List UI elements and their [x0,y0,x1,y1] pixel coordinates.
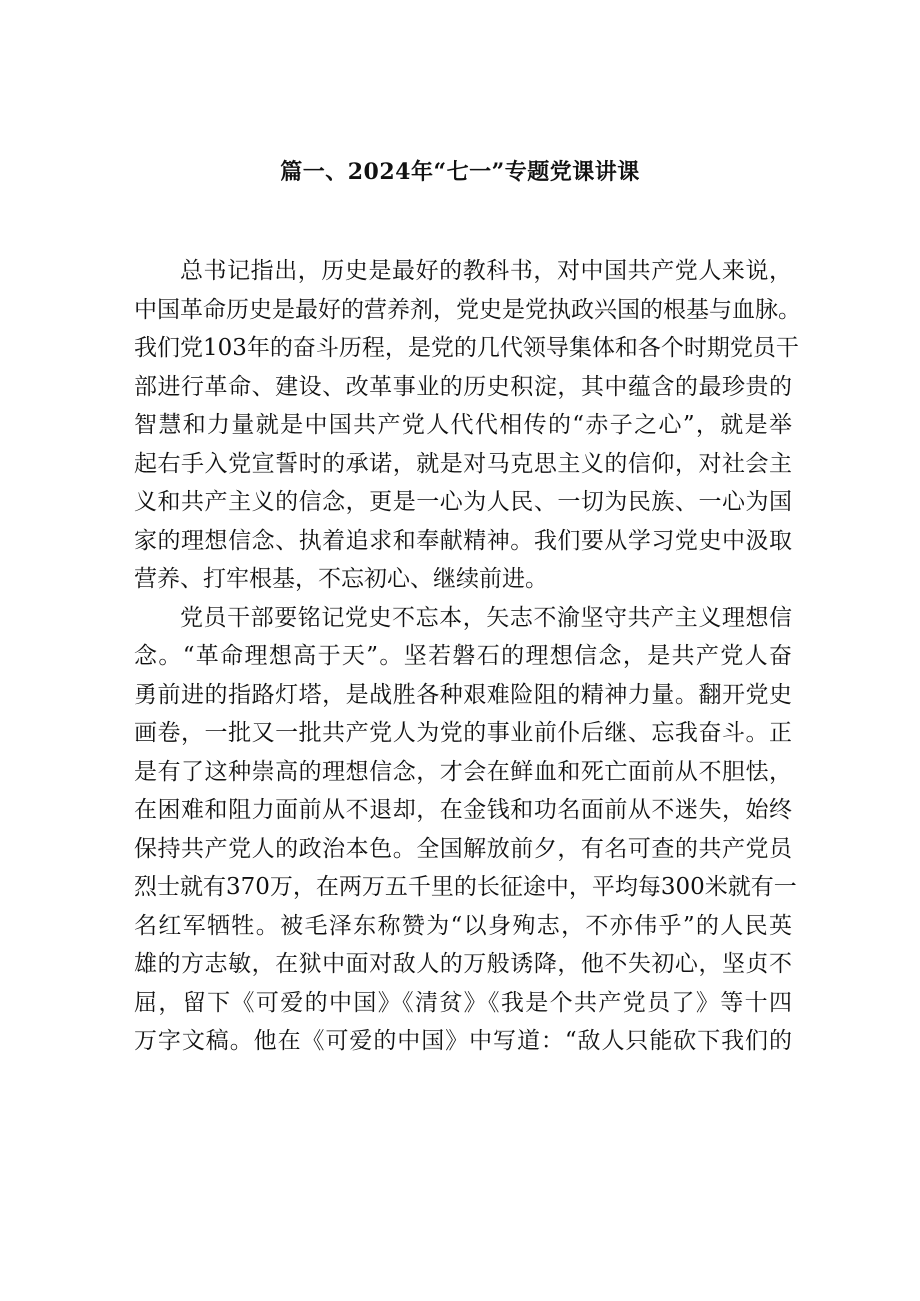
paragraph-line: 智慧和力量就是中国共产党人代代相传的“赤子之心”，就是举 [134,412,792,438]
paragraph-line: 起右手入党宣誓时的承诺，就是对马克思主义的信仰，对社会主 [134,450,792,477]
paragraph-line: 雄的方志敏，在狱中面对敌人的万般诱降，他不失初心，坚贞不 [134,951,792,977]
paragraph-line: 画卷，一批又一批共产党人为党的事业前仆后继、忘我奋斗。正 [134,720,792,746]
paragraph-line: 我们党103年的奋斗历程，是党的几代领导集体和各个时期党员干 [134,335,799,361]
paragraph-line: 屈，留下《可爱的中国》《清贫》《我是个共产党员了》等十四 [134,989,792,1016]
paragraph-line: 烈士就有370万，在两万五千里的长征途中，平均每300米就有一 [134,874,797,900]
document-title: 篇一、2024年“七一”专题党课讲课 [280,159,640,185]
paragraph-line: 营养、打牢根基，不忘初心、继续前进。 [134,566,548,592]
paragraph-line: 党员干部要铭记党史不忘本，矢志不渝坚守共产主义理想信 [180,604,792,631]
paragraph-line: 勇前进的指路灯塔，是战胜各种艰难险阻的精神力量。翻开党史 [134,681,792,708]
paragraph-line: 是有了这种崇高的理想信念，才会在鲜血和死亡面前从不胆怯， [134,758,792,785]
paragraph-line: 名红军牺牲。被毛泽东称赞为“以身殉志，不亦伟乎”的人民英 [134,912,792,939]
paragraph-line: 在困难和阻力面前从不退却，在金钱和功名面前从不迷失，始终 [134,797,792,823]
paragraph-line: 义和共产主义的信念，更是一心为人民、一切为民族、一心为国 [134,489,792,515]
paragraph-line: 总书记指出，历史是最好的教科书，对中国共产党人来说， [180,258,792,284]
paragraph-line: 万字文稿。他在《可爱的中国》中写道：“敌人只能砍下我们的 [134,1028,792,1054]
document-body [134,252,801,1061]
paragraph-line: 家的理想信念、执着追求和奉献精神。我们要从学习党史中汲取 [134,527,792,554]
paragraph-line: 念。“革命理想高于天”。坚若磐石的理想信念，是共产党人奋 [134,643,792,669]
paragraph-line: 保持共产党人的政治本色。全国解放前夕，有名可查的共产党员 [134,835,792,862]
paragraph-2 [134,599,797,1061]
paragraph-1 [134,252,801,599]
paragraph-line: 中国革命历史是最好的营养剂，党史是党执政兴国的根基与血脉。 [134,296,801,323]
paragraph-line: 部进行革命、建设、改革事业的历史积淀，其中蕴含的最珍贵的 [134,373,792,400]
